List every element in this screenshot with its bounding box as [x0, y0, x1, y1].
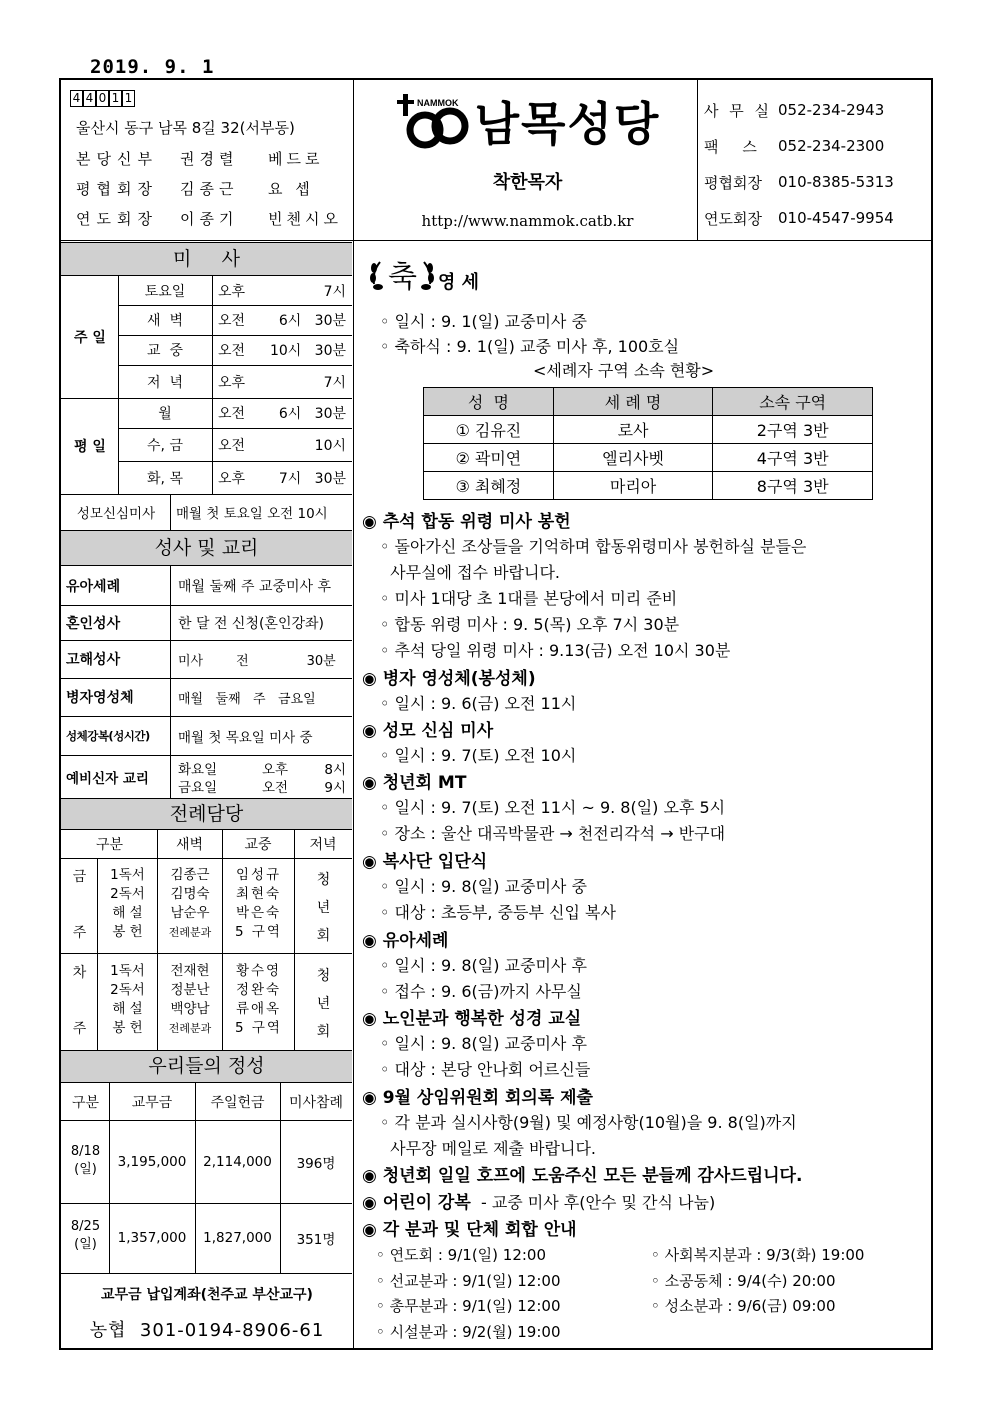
table-cell: ③ 최혜정	[424, 472, 554, 500]
table-header: 세 례 명	[553, 388, 713, 416]
parish-info	[70, 90, 350, 233]
baptism-table-title: <세례자 구역 소속 현황>	[533, 361, 715, 380]
news-line: 사무장 메일로 제출 바랍니다.	[380, 1139, 596, 1158]
meeting-item: ◦ 시설분과 : 9/2(월) 19:00	[376, 1322, 561, 1341]
table-row	[424, 472, 873, 500]
liturgy-person: 임성규	[235, 867, 282, 883]
liturgy-person: 전례분과	[168, 1022, 212, 1035]
liturgy-week-char: 금	[72, 869, 87, 885]
table-cell: 엘리사벳	[553, 444, 713, 472]
column-divider	[353, 79, 354, 1349]
contact-row: 연도회장 010-4547-9954	[704, 209, 894, 228]
news-line: ◦ 추석 당일 위령 미사 : 9.13(금) 오전 10시 30분	[380, 641, 731, 660]
meetings-left	[376, 1243, 646, 1345]
news-line: ◦ 일시 : 9. 7(토) 오전 10시	[380, 746, 577, 765]
account-number: 농협 301-0194-8906-61	[89, 1320, 325, 1341]
offering-day-value: (일)	[74, 1162, 97, 1177]
meeting-item: ◦ 사회복지분과 : 9/3(화) 19:00	[651, 1246, 865, 1264]
liturgy-person: 정분난	[170, 982, 210, 998]
mass-time: 10시 30분	[269, 343, 346, 359]
news-line: ◦ 대상 : 본당 안나회 어르신들	[380, 1060, 591, 1079]
account-label: 교무금 납입계좌(천주교 부산교구)	[101, 1287, 313, 1303]
meeting-item: ◦ 총무분과 : 9/1(일) 12:00	[376, 1297, 561, 1315]
liturgy-person: 5 구역	[235, 1020, 282, 1036]
catechumen-schedule	[178, 758, 346, 794]
liturgy-dawn	[158, 962, 222, 1038]
mass-day: 수, 금	[147, 437, 183, 454]
mass-day: 화, 목	[147, 470, 183, 487]
catechumen-day: 금요일	[178, 780, 218, 796]
sacrament-label: 고해성사	[66, 652, 121, 668]
sacrament-value: 매월 둘째 주 교중미사 후	[178, 578, 332, 595]
table-cell: 2구역 3반	[713, 416, 873, 444]
marian-mass-label: 성모신심미사	[76, 506, 156, 522]
liturgy-person: 김종근	[170, 867, 210, 883]
liturgy-col-header: 새벽	[175, 837, 204, 853]
grid-line	[60, 858, 352, 859]
sacrament-value: 한 달 전 신청(혼인강좌)	[178, 615, 324, 632]
catechumen-day: 화요일	[178, 762, 218, 778]
catechumen-label: 예비신자 교리	[66, 770, 149, 787]
contact-row: 사 무 실 052-234-2943	[704, 101, 885, 120]
offering-date	[62, 1218, 109, 1254]
postcode-boxes: 4 4 0 1 1	[70, 90, 350, 107]
liturgy-person: 박은숙	[235, 905, 282, 921]
logo	[360, 90, 695, 152]
catechumen-time: 9시	[324, 780, 346, 796]
table-cell: ② 곽미연	[424, 444, 554, 472]
table-cell: 로사	[553, 416, 713, 444]
parish-address: 울산시 동구 남목 8길 32(서부동)	[76, 119, 295, 137]
mass-day: 월	[158, 406, 172, 422]
liturgy-person: 전례분과	[168, 926, 212, 939]
liturgy-evening-char: 회	[316, 1024, 331, 1040]
liturgy-week-char: 주	[72, 925, 87, 941]
staff-row: 연도회장 이종기 빈첸시오	[76, 209, 342, 228]
liturgy-evening-char: 년	[316, 900, 331, 916]
liturgy-role: 1독서	[110, 963, 145, 979]
liturgy-person: 김명숙	[170, 886, 210, 902]
table-row	[424, 416, 873, 444]
news-line: ◦ 일시 : 9. 1(일) 교중미사 중	[380, 312, 587, 331]
marian-mass-value: 매월 첫 토요일 오전 10시	[176, 506, 328, 522]
news-line: ◦ 축하식 : 9. 1(일) 교중 미사 후, 100호실	[380, 337, 680, 356]
news-item-title: ◉ 추석 합동 위령 미사 봉헌	[362, 512, 571, 532]
catechumen-time: 8시	[324, 762, 346, 778]
news-item-title: ◉ 복사단 입단식	[362, 852, 488, 872]
meeting-item: ◦ 소공동체 : 9/4(수) 20:00	[651, 1271, 836, 1290]
baptism-title: 영 세	[438, 272, 480, 293]
mass-heading: 미 사	[61, 242, 352, 276]
liturgy-role: 1독서	[110, 867, 145, 883]
offering-col-header: 미사참례	[288, 1094, 344, 1111]
table-header: 소속 구역	[713, 388, 873, 416]
header-bottom-rule	[60, 240, 932, 241]
news-line: ◦ 장소 : 울산 대곡박물관 → 천전리각석 → 반구대	[380, 824, 726, 843]
liturgy-roles	[98, 962, 157, 1038]
offering-col-header: 구분	[71, 1094, 100, 1111]
table-header: 성 명	[424, 388, 554, 416]
news-item-inline	[362, 1188, 715, 1213]
baptism-heading	[368, 254, 479, 298]
news-item-title: ◉ 노인분과 행복한 성경 교실	[362, 1009, 582, 1029]
liturgy-dawn	[158, 866, 222, 942]
mass-ampm: 오전	[218, 437, 246, 454]
liturgy-evening-char: 청	[316, 968, 331, 984]
sacrament-label: 성체강복(성시간)	[66, 728, 150, 743]
liturgy-person: 정완숙	[235, 982, 282, 998]
news-line: ◦ 일시 : 9. 7(토) 오전 11시 ~ 9. 8(일) 오후 5시	[380, 798, 726, 817]
grid-line	[170, 566, 171, 798]
liturgy-person: 류애옥	[235, 1001, 282, 1017]
table-row	[424, 444, 873, 472]
news-line: ◦ 일시 : 9. 8(일) 교중미사 중	[380, 877, 587, 896]
liturgy-col-header: 저녁	[309, 837, 337, 853]
news-item-title: ◉ 유아세례	[362, 931, 449, 951]
table-cell: 마리아	[553, 472, 713, 500]
liturgy-evening	[295, 962, 352, 1046]
bulletin-date: 2019. 9. 1	[90, 56, 215, 78]
offering-attendance: 351명	[296, 1232, 336, 1248]
liturgy-person: 백양남	[170, 1001, 210, 1017]
news-line: ◦ 돌아가신 조상들을 기억하며 합동위령미사 봉헌하실 분들은	[380, 537, 807, 556]
news-item-extra: - 교중 미사 후(안수 및 간식 나눔)	[470, 1193, 716, 1212]
sacrament-value: 매월 둘째 주 금요일	[178, 691, 316, 707]
liturgy-person: 전재현	[170, 963, 210, 979]
sacrament-value: 매월 첫 목요일 미사 중	[178, 729, 313, 746]
mass-ampm: 오후	[218, 283, 246, 300]
mass-day: 저 녁	[147, 374, 183, 391]
mass-time: 10시	[314, 437, 346, 454]
mass-time: 7시 30분	[278, 470, 346, 487]
liturgy-person: 5 구역	[235, 924, 282, 940]
liturgy-role: 해 설	[112, 1001, 143, 1017]
news-item-title: ◉ 청년회 MT	[362, 773, 467, 793]
staff-row: 본당신부 권경렬 베드로	[76, 149, 324, 168]
header-divider	[697, 79, 698, 240]
weekday-label: 평 일	[74, 439, 106, 455]
table-header-row	[424, 388, 873, 416]
offering-dues: 3,195,000	[117, 1153, 187, 1170]
sacraments-heading: 성사 및 교리	[61, 530, 352, 566]
offering-sunday: 2,114,000	[203, 1153, 272, 1170]
news-item-title: ◉ 9월 상임위원회 회의록 제출	[362, 1088, 593, 1108]
liturgy-week-char: 주	[72, 1021, 87, 1037]
news-item-title: ◉ 각 분과 및 단체 회합 안내	[362, 1220, 577, 1240]
mass-day: 교 중	[147, 343, 183, 359]
svg-text:NAMMOK: NAMMOK	[416, 98, 459, 108]
mass-time: 7시	[323, 283, 346, 300]
offering-col-header: 교무금	[131, 1094, 173, 1111]
liturgy-person: 최현숙	[235, 886, 282, 902]
liturgy-heading: 전례담당	[61, 798, 352, 830]
news-line: ◦ 각 분과 실시사항(9월) 및 예정사항(10월)을 9. 8(일)까지	[380, 1113, 797, 1132]
mass-ampm: 오전	[218, 406, 246, 422]
catechumen-ampm: 오후	[261, 762, 289, 778]
liturgy-evening	[295, 866, 352, 950]
liturgy-week-label	[62, 962, 97, 1038]
mass-ampm: 오전	[218, 343, 246, 359]
news-line: ◦ 합동 위령 미사 : 9. 5(목) 오후 7시 30분	[380, 615, 680, 634]
offering-col-header: 주일헌금	[210, 1094, 265, 1111]
sunday-label: 주 일	[74, 330, 106, 346]
liturgy-col-header: 교중	[244, 837, 272, 853]
liturgy-role: 봉 헌	[112, 924, 143, 940]
news-line: ◦ 일시 : 9. 8(일) 교중미사 후	[380, 1034, 587, 1053]
news-item-title: ◉ 청년회 일일 호프에 도움주신 모든 분들께 감사드립니다.	[362, 1166, 803, 1186]
parish-patron: 착한목자	[492, 172, 563, 193]
liturgy-main	[223, 866, 294, 942]
offering-attendance: 396명	[296, 1155, 336, 1172]
liturgy-col-header: 구분	[95, 837, 124, 853]
mass-ampm: 오후	[218, 470, 246, 487]
news-line: ◦ 미사 1대당 초 1대를 본당에서 미리 준비	[380, 589, 678, 608]
celebration-mark: 축	[388, 260, 417, 295]
liturgy-evening-char: 회	[316, 928, 331, 944]
offering-dues: 1,357,000	[117, 1230, 187, 1246]
grid-line	[60, 953, 352, 954]
sacrament-label: 혼인성사	[66, 615, 121, 632]
liturgy-week-label	[62, 866, 97, 942]
baptism-table	[423, 387, 873, 500]
liturgy-evening-char: 청	[316, 872, 331, 888]
catechumen-line	[178, 776, 346, 794]
parish-url[interactable]: http://www.nammok.catb.kr	[421, 212, 634, 230]
parish-logo-block	[360, 84, 695, 238]
news-item-title: ◉ 병자 영성체(봉성체)	[362, 669, 536, 689]
liturgy-role: 2독서	[110, 886, 145, 902]
offering-day-value: (일)	[74, 1237, 97, 1252]
table-cell: 8구역 3반	[713, 472, 873, 500]
meeting-item: ◦ 선교분과 : 9/1(일) 12:00	[376, 1271, 561, 1290]
liturgy-roles	[98, 866, 157, 942]
liturgy-role: 2독서	[110, 982, 145, 998]
liturgy-week-char: 차	[72, 965, 87, 981]
offering-date-value: 8/25	[70, 1219, 101, 1234]
news-line: 사무실에 접수 바랍니다.	[380, 563, 560, 582]
table-cell: 4구역 3반	[713, 444, 873, 472]
grid-line	[60, 1273, 352, 1274]
contacts	[704, 92, 929, 236]
staff-row: 평협회장 김종근 요 셉	[76, 179, 314, 198]
mass-day: 토요일	[144, 283, 186, 300]
news-item-title: ◉ 어린이 강복	[362, 1193, 471, 1213]
contact-row: 평협회장 010-8385-5313	[704, 173, 894, 192]
news-line: ◦ 대상 : 초등부, 중등부 신입 복사	[380, 903, 616, 922]
meetings-right	[651, 1243, 926, 1320]
liturgy-role: 해 설	[112, 905, 143, 921]
mass-ampm: 오후	[218, 374, 246, 391]
sacrament-label: 병자영성체	[66, 690, 134, 706]
meeting-item: ◦ 연도회 : 9/1(일) 12:00	[376, 1246, 547, 1264]
offerings-heading: 우리들의 정성	[61, 1050, 352, 1083]
news-line: ◦ 일시 : 9. 6(금) 오전 11시	[380, 694, 577, 713]
catechumen-ampm: 오전	[261, 780, 289, 796]
mass-time: 6시 30분	[278, 406, 346, 422]
table-cell: ① 김유진	[424, 416, 554, 444]
news-line: ◦ 일시 : 9. 8(일) 교중미사 후	[380, 956, 587, 975]
liturgy-person: 남순우	[170, 905, 210, 921]
news-item-title: ◉ 성모 신심 미사	[362, 721, 494, 741]
catechumen-line	[178, 758, 346, 776]
news-line: ◦ 접수 : 9. 6(금)까지 사무실	[380, 982, 582, 1001]
liturgy-person: 황수영	[235, 963, 282, 979]
liturgy-evening-char: 년	[316, 996, 331, 1012]
contact-row: 팩 스 052-234-2300	[704, 137, 885, 156]
mass-ampm: 오전	[218, 313, 246, 329]
offering-date-value: 8/18	[70, 1144, 101, 1159]
sacrament-value: 미사 전 30분	[178, 653, 336, 669]
mass-time: 6시 30분	[278, 313, 346, 329]
parish-name: 남목성당	[474, 97, 661, 151]
liturgy-main	[223, 962, 294, 1038]
offering-date	[62, 1143, 109, 1179]
sacrament-label: 유아세례	[66, 578, 121, 595]
mass-day: 새 벽	[147, 313, 183, 329]
liturgy-role: 봉 헌	[112, 1020, 143, 1036]
mass-time: 7시	[323, 374, 346, 391]
meeting-item: ◦ 성소분과 : 9/6(금) 09:00	[651, 1297, 836, 1315]
offering-sunday: 1,827,000	[203, 1230, 272, 1246]
parish-emblem-icon	[395, 92, 475, 150]
grid-line	[170, 494, 171, 530]
